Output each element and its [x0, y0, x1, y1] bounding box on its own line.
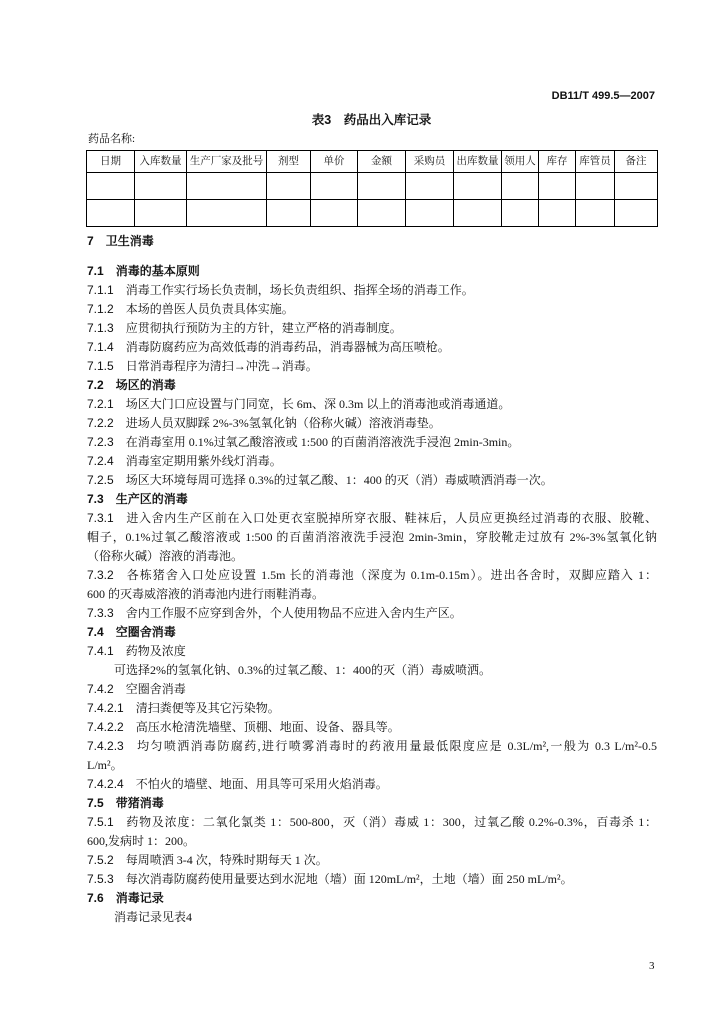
clause-7-2-3 [87, 433, 657, 452]
column-header: 单价 [311, 151, 358, 173]
section-title: 带猪消毒 [115, 796, 164, 810]
clause-text: 舍内工作服不应穿到舍外，个人使用物品不应进入舍内生产区。 [125, 606, 462, 620]
clause-number: 7.1.3 [87, 321, 114, 335]
clause-number: 7.3.3 [87, 606, 114, 620]
clause-7-1-2 [87, 300, 657, 319]
section-title: 空圈舍消毒 [115, 625, 176, 639]
clause-title: 药物及浓度 [125, 644, 186, 658]
column-header: 生产厂家及批号 [187, 151, 267, 173]
clause-text: 600 的灭毒威溶液的消毒池内进行雨鞋消毒。 [87, 587, 325, 601]
clause-7-5-2 [87, 851, 657, 870]
clause-7-5-1-line-1 [87, 813, 657, 832]
section-7-6-text [87, 908, 657, 927]
table-cell [267, 173, 311, 200]
clause-number: 7.5.2 [87, 853, 114, 867]
clause-text: 场区大环境每周可选择 0.3%的过氧乙酸、1：400 的灭（消）毒威喷洒消毒一次。 [125, 473, 553, 487]
table-cell [187, 173, 267, 200]
clause-text: 各栋猪舍入口处应设置 1.5m 长的消毒池（深度为 0.1m-0.15m）。进出各舍时，双脚应踏入 1： [125, 568, 657, 582]
table-header-row [87, 151, 658, 173]
clause-7-4-1 [87, 642, 657, 661]
column-header: 备注 [615, 151, 658, 173]
section-7-1-heading [87, 262, 657, 281]
clause-7-5-3 [87, 870, 657, 889]
table-cell [454, 200, 502, 227]
clause-text: 日常消毒程序为清扫→冲洗→消毒。 [125, 359, 318, 373]
section-number: 7.3 [87, 492, 104, 506]
clause-text: 本场的兽医人员负责具体实施。 [125, 302, 294, 316]
clause-text: 场区大门口应设置与门同宽，长 6m、深 0.3m 以上的消毒池或消毒通道。 [125, 397, 511, 411]
section-number: 7.4 [87, 625, 104, 639]
clause-7-5-1-line-2 [87, 832, 657, 851]
section-number: 7.1 [87, 264, 104, 278]
clause-text: 进场人员双脚踩 2%-3%氢氧化钠（俗称火碱）溶液消毒垫。 [125, 416, 441, 430]
clause-7-4-1-text [87, 661, 657, 680]
clause-text: 药物及浓度：二氧化氯类 1：500-800，灭（消）毒威 1：300，过氧乙酸 0.2%-0.3%，百毒杀 1： [125, 815, 657, 829]
table-cell [406, 200, 454, 227]
drug-name-label: 药品名称: [88, 133, 136, 145]
clause-7-1-5 [87, 357, 657, 376]
clause-7-4-2 [87, 680, 657, 699]
section-title: 卫生消毒 [105, 234, 154, 248]
clause-number: 7.5.1 [87, 815, 114, 829]
clause-number: 7.3.2 [87, 568, 114, 582]
clause-7-2-1 [87, 395, 657, 414]
clause-text: 均匀喷洒消毒防腐药,进行喷雾消毒时的药液用量最低限度应是 0.3L/m²,一般为 0.3 L/m²-0.5 [135, 739, 657, 753]
clause-text: L/m²。 [87, 758, 123, 772]
table-cell [406, 173, 454, 200]
clause-text: 不怕火的墙壁、地面、用具等可采用火焰消毒。 [135, 777, 388, 791]
column-header: 库存 [539, 151, 576, 173]
clause-7-4-2-3-line-1 [87, 737, 657, 756]
table-row [87, 200, 658, 227]
clause-7-4-2-3-line-2 [87, 756, 657, 775]
section-7-heading [87, 232, 657, 251]
table-cell [311, 173, 358, 200]
clause-7-3-2-line-1 [87, 566, 657, 585]
table-cell [502, 173, 539, 200]
clause-number: 7.2.5 [87, 473, 114, 487]
clause-text: 帽子，0.1%过氧乙酸溶液或 1:500 的百菌消溶液洗手浸泡 2min-3min，穿胶靴走过放有 2%-3%氢氧化钠 [87, 530, 657, 544]
clause-number: 7.2.2 [87, 416, 114, 430]
table-cell [87, 173, 135, 200]
table-cell [539, 200, 576, 227]
table-row [87, 173, 658, 200]
clause-number: 7.2.3 [87, 435, 114, 449]
section-title: 消毒记录 [115, 891, 164, 905]
table-cell [576, 200, 615, 227]
table-cell [454, 173, 502, 200]
clause-7-3-1-line-3 [87, 547, 657, 566]
column-header: 日期 [87, 151, 135, 173]
table-cell [539, 173, 576, 200]
clause-number: 7.1.1 [87, 283, 114, 297]
section-title: 生产区的消毒 [115, 492, 188, 506]
section-7-body [87, 232, 657, 927]
table-cell [615, 173, 658, 200]
clause-number: 7.1.4 [87, 340, 114, 354]
clause-text: 高压水枪清洗墙壁、顶棚、地面、设备、器具等。 [135, 720, 400, 734]
table-cell [358, 200, 406, 227]
clause-text: 每次消毒防腐药使用量要达到水泥地（墙）面 120mL/m²，土地（墙）面 250 mL/m²。 [125, 872, 573, 886]
clause-7-3-1-line-1 [87, 509, 657, 528]
clause-text: 清扫粪便等及其它污染物。 [135, 701, 280, 715]
clause-text: 600,发病时 1：200。 [87, 834, 196, 848]
clause-text: 可选择2%的氢氧化钠、0.3%的过氧乙酸、1：400的灭（消）毒威喷洒。 [114, 663, 491, 677]
clause-text: 应贯彻执行预防为主的方针，建立严格的消毒制度。 [125, 321, 402, 335]
clause-7-4-2-1 [87, 699, 657, 718]
clause-7-2-2 [87, 414, 657, 433]
section-title: 消毒的基本原则 [115, 264, 200, 278]
clause-number: 7.2.1 [87, 397, 114, 411]
table-cell [135, 173, 187, 200]
table-cell [576, 173, 615, 200]
table-cell [135, 200, 187, 227]
clause-text: 在消毒室用 0.1%过氧乙酸溶液或 1:500 的百菌消溶液洗手浸泡 2min-3min。 [125, 435, 520, 449]
clause-7-1-1 [87, 281, 657, 300]
section-number: 7.6 [87, 891, 104, 905]
column-header: 采购员 [406, 151, 454, 173]
standard-code: DB11/T 499.5—2007 [551, 90, 655, 102]
clause-7-3-1-line-2 [87, 528, 657, 547]
clause-7-3-3 [87, 604, 657, 623]
clause-number: 7.4.1 [87, 644, 114, 658]
clause-7-2-4 [87, 452, 657, 471]
clause-7-2-5 [87, 471, 657, 490]
clause-title: 空圈舍消毒 [125, 682, 186, 696]
column-header: 领用人 [502, 151, 539, 173]
column-header: 剂型 [267, 151, 311, 173]
section-7-4-heading [87, 623, 657, 642]
clause-number: 7.4.2 [87, 682, 114, 696]
column-header: 出库数量 [454, 151, 502, 173]
table-cell [267, 200, 311, 227]
section-7-2-heading [87, 376, 657, 395]
table-cell [615, 200, 658, 227]
clause-7-1-4 [87, 338, 657, 357]
section-number: 7.2 [87, 378, 104, 392]
clause-number: 7.2.4 [87, 454, 114, 468]
column-header: 金额 [358, 151, 406, 173]
clause-7-4-2-2 [87, 718, 657, 737]
clause-text: （俗称火碱）溶液的消毒池。 [87, 549, 244, 563]
clause-number: 7.4.2.4 [87, 777, 124, 791]
table-cell [87, 200, 135, 227]
clause-number: 7.3.1 [87, 511, 114, 525]
clause-text: 消毒记录见表4 [114, 910, 193, 924]
section-number: 7 [87, 234, 94, 248]
table-cell [502, 200, 539, 227]
clause-text: 消毒室定期用紫外线灯消毒。 [125, 454, 282, 468]
drug-inventory-table [86, 150, 658, 227]
clause-text: 消毒工作实行场长负责制，场长负责组织、指挥全场的消毒工作。 [125, 283, 474, 297]
section-7-3-heading [87, 490, 657, 509]
table-cell [358, 173, 406, 200]
clause-7-4-2-4 [87, 775, 657, 794]
section-7-5-heading [87, 794, 657, 813]
section-7-6-heading [87, 889, 657, 908]
clause-number: 7.4.2.3 [87, 739, 124, 753]
clause-number: 7.1.5 [87, 359, 114, 373]
clause-number: 7.1.2 [87, 302, 114, 316]
page-number: 3 [649, 960, 655, 972]
section-number: 7.5 [87, 796, 104, 810]
clause-text: 每周喷洒 3-4 次，特殊时期每天 1 次。 [125, 853, 328, 867]
clause-number: 7.5.3 [87, 872, 114, 886]
clause-number: 7.4.2.2 [87, 720, 124, 734]
clause-text: 进入舍内生产区前在入口处更衣室脱掉所穿衣服、鞋袜后，人员应更换经过消毒的衣服、胶靴、 [125, 511, 657, 525]
clause-7-3-2-line-2 [87, 585, 657, 604]
table-cell [311, 200, 358, 227]
clause-7-1-3 [87, 319, 657, 338]
column-header: 入库数量 [135, 151, 187, 173]
table-cell [187, 200, 267, 227]
section-title: 场区的消毒 [115, 378, 176, 392]
clause-number: 7.4.2.1 [87, 701, 124, 715]
clause-text: 消毒防腐药应为高效低毒的消毒药品，消毒器械为高压喷枪。 [125, 340, 450, 354]
table-caption: 表3 药品出入库记录 [311, 113, 432, 127]
column-header: 库管员 [576, 151, 615, 173]
